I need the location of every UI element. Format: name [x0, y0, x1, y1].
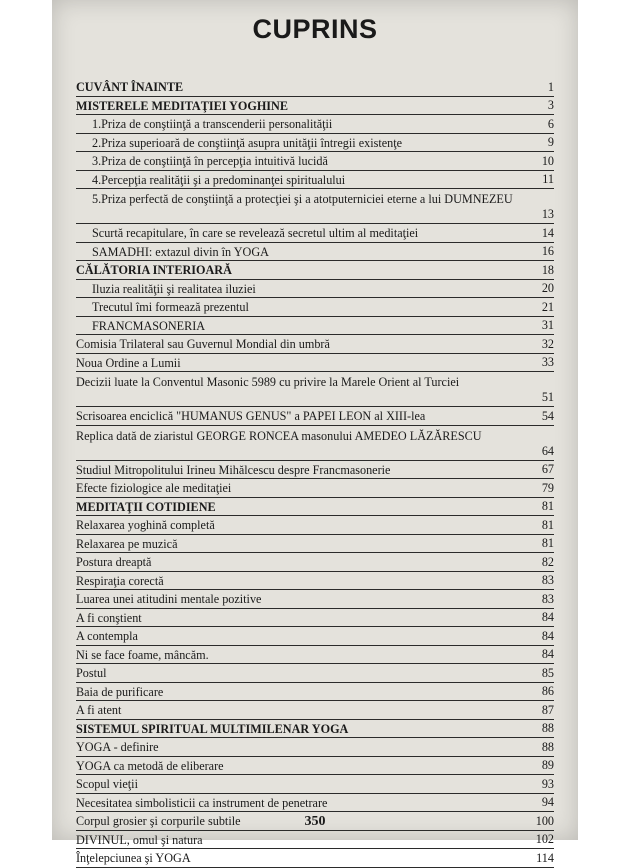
- toc-entry: [76, 572, 554, 591]
- toc-entry-title: Scopul vieţii: [76, 777, 138, 791]
- toc-entry-title: MEDITAŢII COTIDIENE: [76, 499, 216, 514]
- toc-entry-page: 114: [536, 850, 554, 865]
- toc-entry-page: 51: [541, 390, 554, 404]
- toc-entry: [76, 134, 554, 153]
- toc-entry-title: SAMADHI: extazul divin în YOGA: [92, 244, 269, 259]
- toc-entry-page: 64: [541, 443, 554, 458]
- toc-entry-title: Efecte fiziologice ale meditaţiei: [76, 481, 232, 495]
- toc-entry-title: Baia de purificare: [76, 684, 164, 699]
- toc-entry: [76, 298, 554, 317]
- toc-entry-title: Relaxarea pe muzică: [76, 536, 178, 551]
- toc-entry-title: FRANCMASONERIA: [92, 318, 206, 333]
- toc-entry-page: 94: [541, 795, 554, 809]
- toc-entry: [76, 738, 554, 757]
- toc-entry-title: CĂLĂTORIA INTERIOARĂ: [76, 263, 232, 277]
- page-title: CUPRINS: [252, 14, 378, 44]
- toc-entry: [76, 280, 554, 299]
- toc-entry-title: A fi atent: [76, 703, 122, 717]
- toc-entry: [76, 372, 554, 407]
- book-page: [52, 0, 578, 865]
- toc-entry-title: MISTERELE MEDITAŢIEI YOGHINE: [76, 98, 288, 113]
- toc-entry: [76, 757, 554, 776]
- toc-entry: [76, 498, 554, 517]
- toc-entry-page: 20: [541, 281, 554, 295]
- toc-entry: [76, 152, 554, 171]
- toc-entry-page: 9: [547, 135, 554, 149]
- toc-entry: [76, 701, 554, 720]
- toc-entry: [76, 317, 554, 336]
- toc-entry-title: 2.Priza superioară de conştiinţă asupra unităţii întregii existenţe: [92, 135, 403, 150]
- toc-entry-page: 21: [541, 299, 554, 314]
- toc-entry-title: Studiul Mitropolitului Irineu Mihălcescu despre Francmasonerie: [76, 462, 391, 477]
- toc-entry-page: 81: [541, 517, 554, 532]
- toc-entry-page: 81: [541, 536, 554, 550]
- toc-entry-title: SISTEMUL SPIRITUAL MULTIMILENAR YOGA: [76, 721, 349, 736]
- toc-entry-title: A fi conştient: [76, 610, 142, 625]
- toc-entry: [76, 115, 554, 134]
- toc-entry-title: YOGA - definire: [76, 740, 159, 754]
- toc-entry: [76, 535, 554, 554]
- toc-entry-page: 79: [541, 480, 554, 495]
- toc-entry: [76, 461, 554, 480]
- toc-entry-title: Postura dreaptă: [76, 555, 152, 569]
- toc-entry-title: 1.Priza de conştiinţă a transcenderii personalităţii: [92, 117, 333, 131]
- toc-entry-title: Comisia Trilateral sau Guvernul Mondial din umbră: [76, 337, 330, 351]
- toc-entry: [76, 426, 554, 461]
- toc-entry-page: 14: [541, 225, 554, 240]
- toc-entry-page: 100: [535, 813, 554, 828]
- toc-entry-title: Replica dată de ziaristul GEORGE RONCEA masonului AMEDEO LĂZĂRESCU: [76, 428, 482, 443]
- toc-entry-title: 5.Priza perfectă de conştiinţă a protecţiei şi a atotputerniciei eterne a lui DUMNEZEU: [92, 192, 513, 206]
- toc-entry: [76, 479, 554, 498]
- toc-entry-title: 4.Percepţia realităţii şi a predominanţei spiritualului: [92, 172, 346, 187]
- toc-entry-page: 89: [541, 758, 554, 772]
- toc-entry: [76, 407, 554, 426]
- toc-entry-page: 83: [541, 573, 554, 587]
- toc-entry: [76, 609, 554, 628]
- toc-entry: [76, 849, 554, 868]
- toc-entry-page: 86: [541, 684, 554, 698]
- toc-entry: [76, 335, 554, 354]
- toc-entry-page: 1: [547, 79, 554, 94]
- toc-entry-title: Iluzia realităţii şi realitatea iluziei: [92, 281, 256, 296]
- toc-entry-title: Trecutul îmi formează prezentul: [92, 300, 249, 314]
- toc-entry: [76, 97, 554, 116]
- toc-entry-title: DIVINUL, omul şi natura: [76, 832, 203, 847]
- toc-entry-title: Relaxarea yoghină completă: [76, 518, 215, 532]
- toc-entry-page: 82: [541, 554, 554, 569]
- toc-entry: [76, 171, 554, 190]
- toc-entry-page: 102: [535, 832, 554, 846]
- toc-entry-page: 3: [547, 98, 554, 112]
- toc-entry: [76, 794, 554, 813]
- toc-entry-page: 85: [541, 665, 554, 680]
- toc-entry-title: Ni se face foame, mâncăm.: [76, 647, 209, 662]
- page-number: 350: [304, 814, 326, 829]
- toc-entry-page: 11: [542, 172, 554, 186]
- toc-entry-page: 84: [541, 628, 554, 643]
- toc-entry-page: 10: [541, 153, 554, 168]
- toc-entry: [76, 516, 554, 535]
- toc-entry: [76, 720, 554, 739]
- toc-entry: [76, 189, 554, 224]
- toc-entry-page: 93: [541, 776, 554, 791]
- toc-entry-page: 88: [541, 721, 554, 735]
- toc-entry-page: 33: [541, 355, 554, 369]
- toc-entry: [76, 590, 554, 609]
- toc-entry: [76, 224, 554, 243]
- toc-entry-page: 84: [541, 610, 554, 624]
- toc-entry: [76, 354, 554, 373]
- toc-entry-title: Respiraţia corectă: [76, 573, 164, 588]
- toc-entry-title: Scurtă recapitulare, în care se revelează secretul ultim al meditaţiei: [92, 226, 419, 240]
- toc-entry-page: 54: [541, 408, 554, 423]
- toc-entry-page: 32: [541, 336, 554, 351]
- toc-entry-page: 83: [541, 591, 554, 606]
- toc-entry-page: 18: [541, 262, 554, 277]
- toc-entry-page: 16: [541, 244, 554, 258]
- toc-entry-title: Scrisoarea enciclică "HUMANUS GENUS" a PAPEI LEON al XIII-lea: [76, 409, 426, 423]
- toc-entry-title: Înţelepciunea şi YOGA: [76, 851, 191, 865]
- toc-entry: [76, 553, 554, 572]
- toc-entry-title: YOGA ca metodă de eliberare: [76, 758, 224, 773]
- toc-entry-title: Luarea unei atitudini mentale pozitive: [76, 592, 262, 606]
- toc-entry: [76, 78, 554, 97]
- toc-entry: [76, 683, 554, 702]
- toc-entry-page: 87: [541, 702, 554, 717]
- toc-entry: [76, 261, 554, 280]
- toc-entry-page: 84: [541, 647, 554, 661]
- toc-entry: [76, 775, 554, 794]
- toc-entry: [76, 646, 554, 665]
- toc-entry-page: 81: [541, 499, 554, 513]
- toc-entry: [76, 243, 554, 262]
- toc-entry-title: CUVÂNT ÎNAINTE: [76, 80, 184, 94]
- toc-entry-page: 6: [547, 116, 554, 131]
- toc-entry-title: Corpul grosier şi corpurile subtile: [76, 814, 241, 828]
- toc-entry-title: Noua Ordine a Lumii: [76, 355, 181, 370]
- toc-entry-page: 67: [541, 462, 554, 476]
- toc-entry: [76, 627, 554, 646]
- table-of-contents: [76, 78, 554, 868]
- toc-entry-page: 88: [541, 739, 554, 754]
- toc-entry-page: 31: [541, 318, 554, 332]
- toc-entry-title: 3.Priza de conştiinţă în percepţia intuitivă lucidă: [92, 154, 328, 168]
- toc-entry-title: Postul: [76, 666, 107, 680]
- toc-entry-page: 13: [541, 207, 554, 221]
- toc-entry: [76, 664, 554, 683]
- toc-entry-title: A contempla: [76, 629, 138, 643]
- toc-entry-title: Decizii luate la Conventul Masonic 5989 cu privire la Marele Orient al Turciei: [76, 375, 460, 389]
- toc-entry-title: Necesitatea simbolisticii ca instrument de penetrare: [76, 795, 328, 810]
